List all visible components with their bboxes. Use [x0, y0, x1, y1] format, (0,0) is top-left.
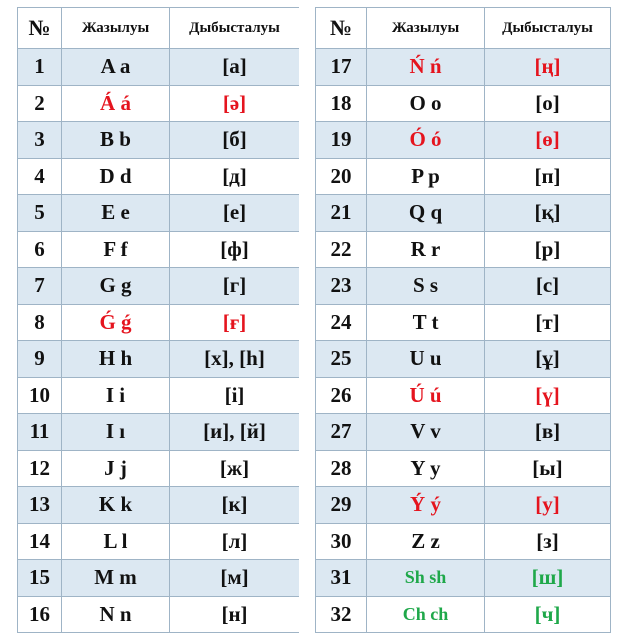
row-number: 23 — [316, 268, 367, 305]
table-row — [316, 231, 611, 268]
letter-sound: [ө] — [485, 122, 611, 159]
table-row — [18, 414, 300, 451]
table-row — [18, 596, 300, 633]
letter-written: S s — [367, 268, 485, 305]
table-row — [316, 560, 611, 597]
row-number: 24 — [316, 304, 367, 341]
header-written: Жазылуы — [367, 8, 485, 49]
header-row — [316, 8, 611, 49]
letter-written: U u — [367, 341, 485, 378]
table-row — [18, 487, 300, 524]
table-row — [18, 341, 300, 378]
letter-sound: [ұ] — [485, 341, 611, 378]
letter-sound: [с] — [485, 268, 611, 305]
letter-written: Á á — [62, 85, 170, 122]
letter-written: D d — [62, 158, 170, 195]
letter-sound: [н] — [170, 596, 300, 633]
letter-sound: [ш] — [485, 560, 611, 597]
table-row — [316, 414, 611, 451]
letter-written: Ú ú — [367, 377, 485, 414]
letter-written: B b — [62, 122, 170, 159]
row-number: 20 — [316, 158, 367, 195]
letter-written: Ǵ ǵ — [62, 304, 170, 341]
table-row — [18, 49, 300, 86]
letter-sound: [б] — [170, 122, 300, 159]
header-written: Жазылуы — [62, 8, 170, 49]
row-number: 14 — [18, 523, 62, 560]
row-number: 4 — [18, 158, 62, 195]
letter-written: Z z — [367, 523, 485, 560]
table-row — [316, 268, 611, 305]
row-number: 5 — [18, 195, 62, 232]
letter-sound: [л] — [170, 523, 300, 560]
row-number: 26 — [316, 377, 367, 414]
row-number: 19 — [316, 122, 367, 159]
letter-sound: [д] — [170, 158, 300, 195]
letter-written: F f — [62, 231, 170, 268]
row-number: 22 — [316, 231, 367, 268]
table-row — [18, 304, 300, 341]
letter-sound: [қ] — [485, 195, 611, 232]
left-table-body — [18, 49, 300, 633]
right-table-body — [316, 49, 611, 633]
letter-sound: [ү] — [485, 377, 611, 414]
letter-sound: [ғ] — [170, 304, 300, 341]
letter-sound: [ф] — [170, 231, 300, 268]
table-row — [316, 195, 611, 232]
letter-sound: [і] — [170, 377, 300, 414]
table-row — [316, 377, 611, 414]
letter-written: Ó ó — [367, 122, 485, 159]
letter-written: L l — [62, 523, 170, 560]
table-row — [316, 49, 611, 86]
letter-written: O o — [367, 85, 485, 122]
table-row — [18, 231, 300, 268]
letter-written: H h — [62, 341, 170, 378]
letter-sound: [и], [й] — [170, 414, 300, 451]
table-row — [18, 195, 300, 232]
row-number: 3 — [18, 122, 62, 159]
letter-written: I i — [62, 377, 170, 414]
letter-sound: [а] — [170, 49, 300, 86]
table-row — [316, 523, 611, 560]
table-row — [18, 377, 300, 414]
row-number: 18 — [316, 85, 367, 122]
row-number: 9 — [18, 341, 62, 378]
row-number: 11 — [18, 414, 62, 451]
letter-written: Ý ý — [367, 487, 485, 524]
letter-written: Q q — [367, 195, 485, 232]
table-row — [18, 158, 300, 195]
row-number: 30 — [316, 523, 367, 560]
letter-sound: [е] — [170, 195, 300, 232]
table-row — [18, 85, 300, 122]
header-number: № — [316, 8, 367, 49]
letter-sound: [у] — [485, 487, 611, 524]
letter-sound: [м] — [170, 560, 300, 597]
row-number: 7 — [18, 268, 62, 305]
row-number: 16 — [18, 596, 62, 633]
letter-written: G g — [62, 268, 170, 305]
row-number: 17 — [316, 49, 367, 86]
letter-written: N n — [62, 596, 170, 633]
header-row — [18, 8, 300, 49]
row-number: 15 — [18, 560, 62, 597]
letter-sound: [о] — [485, 85, 611, 122]
table-row — [316, 450, 611, 487]
row-number: 13 — [18, 487, 62, 524]
row-number: 1 — [18, 49, 62, 86]
alphabet-table-right — [315, 7, 611, 633]
letter-written: A a — [62, 49, 170, 86]
header-sound: Дыбысталуы — [485, 8, 611, 49]
header-sound: Дыбысталуы — [170, 8, 300, 49]
letter-written: J j — [62, 450, 170, 487]
row-number: 8 — [18, 304, 62, 341]
letter-sound: [т] — [485, 304, 611, 341]
table-gap — [299, 7, 315, 633]
row-number: 12 — [18, 450, 62, 487]
letter-sound: [ң] — [485, 49, 611, 86]
letter-written: Sh sh — [367, 560, 485, 597]
table-row — [316, 341, 611, 378]
table-row — [18, 268, 300, 305]
letter-sound: [ч] — [485, 596, 611, 633]
letter-written: Ń ń — [367, 49, 485, 86]
table-row — [316, 487, 611, 524]
letter-written: Y y — [367, 450, 485, 487]
letter-sound: [ж] — [170, 450, 300, 487]
table-row — [316, 304, 611, 341]
letter-sound: [з] — [485, 523, 611, 560]
row-number: 27 — [316, 414, 367, 451]
row-number: 21 — [316, 195, 367, 232]
table-row — [18, 560, 300, 597]
letter-written: K k — [62, 487, 170, 524]
letter-sound: [г] — [170, 268, 300, 305]
table-row — [18, 122, 300, 159]
letter-written: Ch ch — [367, 596, 485, 633]
letter-written: R r — [367, 231, 485, 268]
row-number: 6 — [18, 231, 62, 268]
row-number: 25 — [316, 341, 367, 378]
letter-written: V v — [367, 414, 485, 451]
letter-sound: [ы] — [485, 450, 611, 487]
letter-sound: [ә] — [170, 85, 300, 122]
row-number: 29 — [316, 487, 367, 524]
letter-written: I ı — [62, 414, 170, 451]
row-number: 2 — [18, 85, 62, 122]
row-number: 28 — [316, 450, 367, 487]
table-row — [316, 122, 611, 159]
letter-written: E e — [62, 195, 170, 232]
alphabet-table-left — [17, 7, 300, 633]
letter-sound: [р] — [485, 231, 611, 268]
row-number: 10 — [18, 377, 62, 414]
table-row — [316, 85, 611, 122]
letter-sound: [в] — [485, 414, 611, 451]
table-row — [18, 450, 300, 487]
letter-written: T t — [367, 304, 485, 341]
letter-sound: [к] — [170, 487, 300, 524]
letter-sound: [х], [h] — [170, 341, 300, 378]
table-row — [18, 523, 300, 560]
row-number: 31 — [316, 560, 367, 597]
row-number: 32 — [316, 596, 367, 633]
letter-written: M m — [62, 560, 170, 597]
table-row — [316, 596, 611, 633]
header-number: № — [18, 8, 62, 49]
letter-sound: [п] — [485, 158, 611, 195]
table-row — [316, 158, 611, 195]
letter-written: P p — [367, 158, 485, 195]
